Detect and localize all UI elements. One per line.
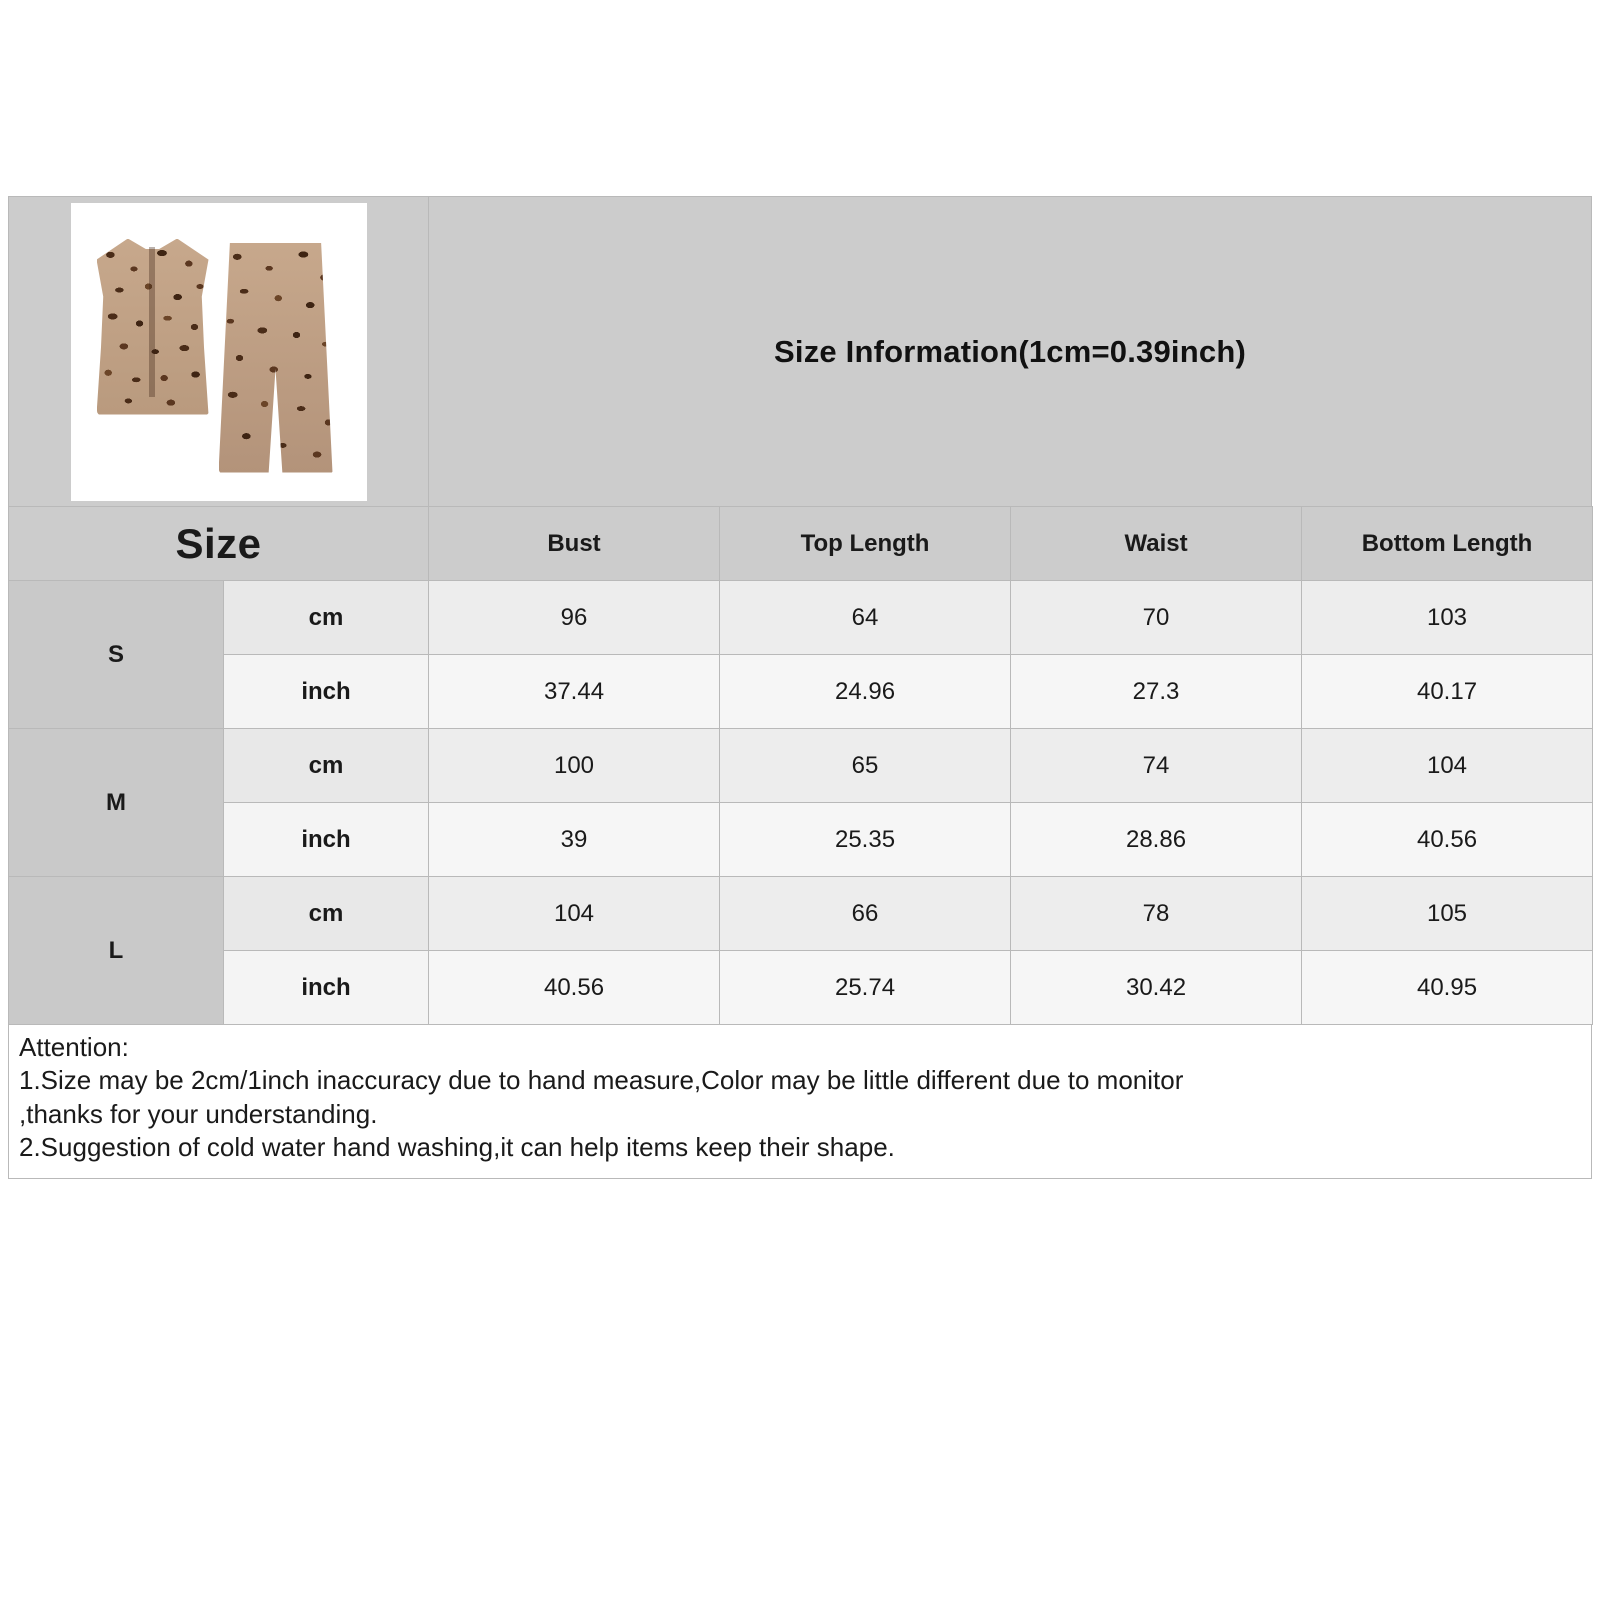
table-row xyxy=(9,803,1593,877)
unit-label-inch: inch xyxy=(224,951,429,1025)
table-header xyxy=(9,507,1593,581)
cell-s-cm-top-length: 64 xyxy=(720,581,1011,655)
table-header-row xyxy=(9,507,1593,581)
page-title: Size Information(1cm=0.39inch) xyxy=(774,333,1246,369)
cell-s-inch-waist: 27.3 xyxy=(1011,655,1302,729)
column-header-size: Size xyxy=(9,507,429,581)
attention-note-1: 1.Size may be 2cm/1inch inaccuracy due to hand measure,Color may be little different due to monitor xyxy=(19,1065,1184,1096)
column-header-bust: Bust xyxy=(429,507,720,581)
cell-m-cm-bottom-length: 104 xyxy=(1302,729,1593,803)
table-row xyxy=(9,877,1593,951)
cell-s-cm-bust: 96 xyxy=(429,581,720,655)
size-label-m: M xyxy=(9,729,224,877)
chart-header-row xyxy=(8,196,1592,506)
size-chart-sheet xyxy=(8,196,1592,1179)
table-row xyxy=(9,655,1593,729)
size-table xyxy=(8,506,1593,1025)
table-row xyxy=(9,581,1593,655)
column-header-waist: Waist xyxy=(1011,507,1302,581)
cell-l-cm-top-length: 66 xyxy=(720,877,1011,951)
cell-m-cm-top-length: 65 xyxy=(720,729,1011,803)
garment-top-illustration xyxy=(89,225,217,415)
cell-l-inch-waist: 30.42 xyxy=(1011,951,1302,1025)
unit-label-inch: inch xyxy=(224,803,429,877)
attention-heading: Attention: xyxy=(19,1032,129,1062)
cell-s-inch-bottom-length: 40.17 xyxy=(1302,655,1593,729)
product-image-cell xyxy=(9,197,429,506)
attention-block xyxy=(8,1025,1592,1179)
column-header-bottom-length: Bottom Length xyxy=(1302,507,1593,581)
cell-s-cm-waist: 70 xyxy=(1011,581,1302,655)
garment-pants-illustration xyxy=(213,243,339,473)
unit-label-cm: cm xyxy=(224,877,429,951)
cell-l-cm-bust: 104 xyxy=(429,877,720,951)
cell-l-cm-bottom-length: 105 xyxy=(1302,877,1593,951)
column-header-top-length: Top Length xyxy=(720,507,1011,581)
cell-m-cm-waist: 74 xyxy=(1011,729,1302,803)
table-row xyxy=(9,729,1593,803)
table-body xyxy=(9,581,1593,1025)
cell-m-inch-bottom-length: 40.56 xyxy=(1302,803,1593,877)
table-row xyxy=(9,951,1593,1025)
cell-m-inch-waist: 28.86 xyxy=(1011,803,1302,877)
pants-shape xyxy=(219,243,333,473)
cell-m-inch-bust: 39 xyxy=(429,803,720,877)
top-placket xyxy=(149,247,155,397)
unit-label-cm: cm xyxy=(224,581,429,655)
product-photo xyxy=(71,203,367,501)
chart-title-cell xyxy=(429,197,1591,506)
cell-s-inch-bust: 37.44 xyxy=(429,655,720,729)
unit-label-inch: inch xyxy=(224,655,429,729)
cell-m-inch-top-length: 25.35 xyxy=(720,803,1011,877)
attention-note-1-continued: ,thanks for your understanding. xyxy=(19,1098,378,1129)
cell-l-cm-waist: 78 xyxy=(1011,877,1302,951)
cell-s-cm-bottom-length: 103 xyxy=(1302,581,1593,655)
size-label-l: L xyxy=(9,877,224,1025)
cell-m-cm-bust: 100 xyxy=(429,729,720,803)
cell-s-inch-top-length: 24.96 xyxy=(720,655,1011,729)
size-label-s: S xyxy=(9,581,224,729)
cell-l-inch-top-length: 25.74 xyxy=(720,951,1011,1025)
attention-note-2: 2.Suggestion of cold water hand washing,it can help items keep their shape. xyxy=(19,1131,895,1162)
cell-l-inch-bust: 40.56 xyxy=(429,951,720,1025)
cell-l-inch-bottom-length: 40.95 xyxy=(1302,951,1593,1025)
unit-label-cm: cm xyxy=(224,729,429,803)
